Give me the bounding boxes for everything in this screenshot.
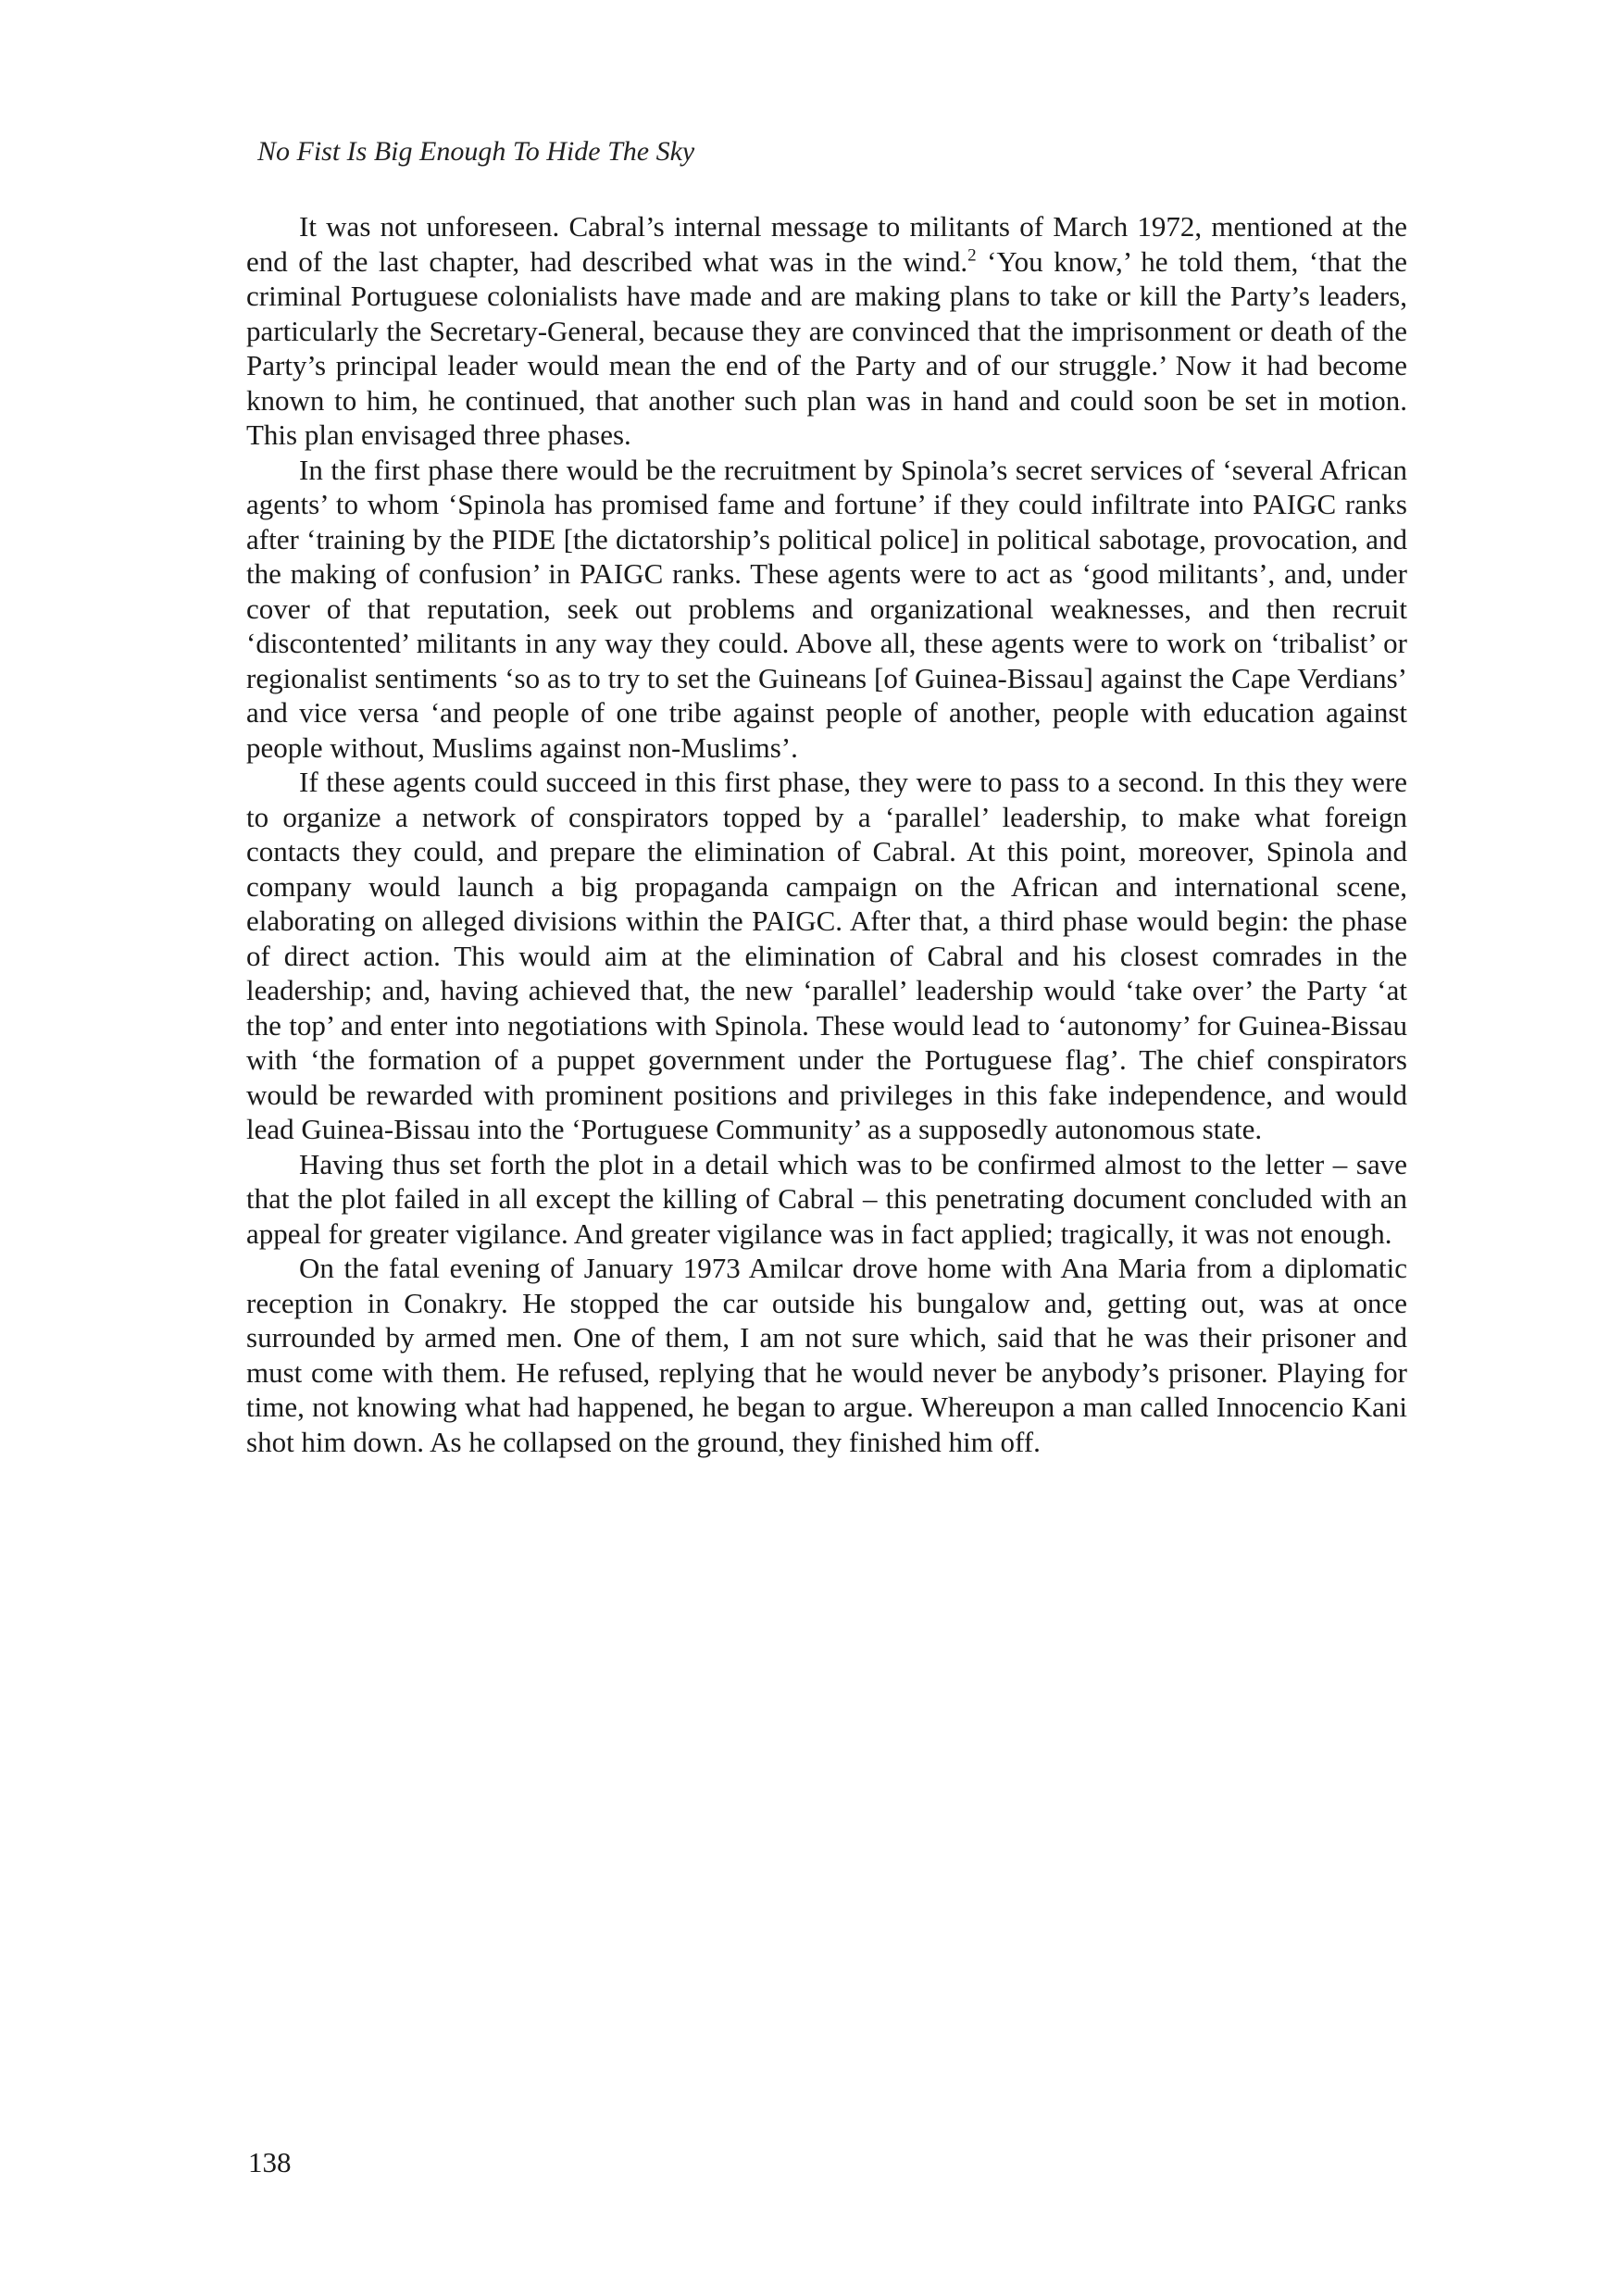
running-head: No Fist Is Big Enough To Hide The Sky (257, 136, 695, 167)
paragraph-5: On the fatal evening of January 1973 Amilcar drove home with Ana Maria from a diplomatic reception in Conakry. He stopped the car outside his bungalow and, getting out, was at once surrounded by armed men. One of them, I am not sure which, said that he was their prisoner and must come with them. He refused, replying that he would never be anybody’s prisoner. Playing for time, not knowing what had happened, he began to argue. Whereupon a man called Innocencio Kani shot him down. As he collapsed on the ground, they finished him off. (246, 1252, 1407, 1458)
body-text (246, 209, 1407, 1459)
paragraph-1-continuation: ‘You know,’ he told them, ‘that the criminal Portuguese colonialists have made and are making plans to take or kill the Party’s leaders, particularly the Secretary-General, because they are convinced that the imprisonment or death of the Party’s principal leader would mean the end of the Party and of our struggle.’ Now it had become known to him, he continued, that another such plan was in hand and could soon be set in motion. This plan envisaged three phases. (246, 244, 1408, 451)
paragraph-2: In the first phase there would be the recruitment by Spinola’s secret services of ‘several African agents’ to whom ‘Spinola has promised fame and fortune’ if they could infiltrate into PAIGC ranks after ‘training by the PIDE [the dictatorship’s political police] in political sabotage, provocation, and the making of confusion’ in PAIGC ranks. These agents were to act as ‘good militants’, and, under cover of that reputation, seek out problems and organizational weaknesses, and then recruit ‘discontented’ militants in any way they could. Above all, these agents were to work on ‘tribalist’ or regionalist sentiments ‘so as to try to set the Guineans [of Guinea-Bissau] against the Cape Verdians’ and vice versa ‘and people of one tribe against people of another, people with education against people without, Muslims against non-Muslims’. (246, 453, 1407, 764)
paragraph-1 (246, 209, 1407, 453)
page-number: 138 (248, 2146, 292, 2178)
paragraph-1-text: It was not unforeseen. Cabral’s internal message to militants of March 1972, mentioned at the end of the last chapter, had described what was in the wind. (246, 210, 1407, 278)
paragraph-4: Having thus set forth the plot in a detail which was to be confirmed almost to the letter – save that the plot failed in all except the killing of Cabral – this penetrating document concluded with an appeal for greater vigilance. And greater vigilance was in fact applied; tragically, it was not enough. (246, 1147, 1407, 1250)
footnote-marker: 2 (967, 245, 977, 266)
paragraph-3: If these agents could succeed in this first phase, they were to pass to a second. In this they were to organize a network of conspirators topped by a ‘parallel’ leadership, to make what foreign contacts they could, and prepare the elimination of Cabral. At this point, moreover, Spinola and company would launch a big propaganda campaign on the African and international scene, elaborating on alleged divisions within the PAIGC. After that, a third phase would begin: the phase of direct action. This would aim at the elimination of Cabral and his closest comrades in the leadership; and, having achieved that, the new ‘parallel’ leadership would ‘take over’ the Party ‘at the top’ and enter into negotiations with Spinola. These would lead to ‘autonomy’ for Guinea-Bissau with ‘the formation of a puppet government under the Portuguese flag’. The chief conspirators would be rewarded with prominent positions and privileges in this fake independence, and would lead Guinea-Bissau into the ‘Portuguese Community’ as a supposedly autonomous state. (246, 766, 1407, 1145)
